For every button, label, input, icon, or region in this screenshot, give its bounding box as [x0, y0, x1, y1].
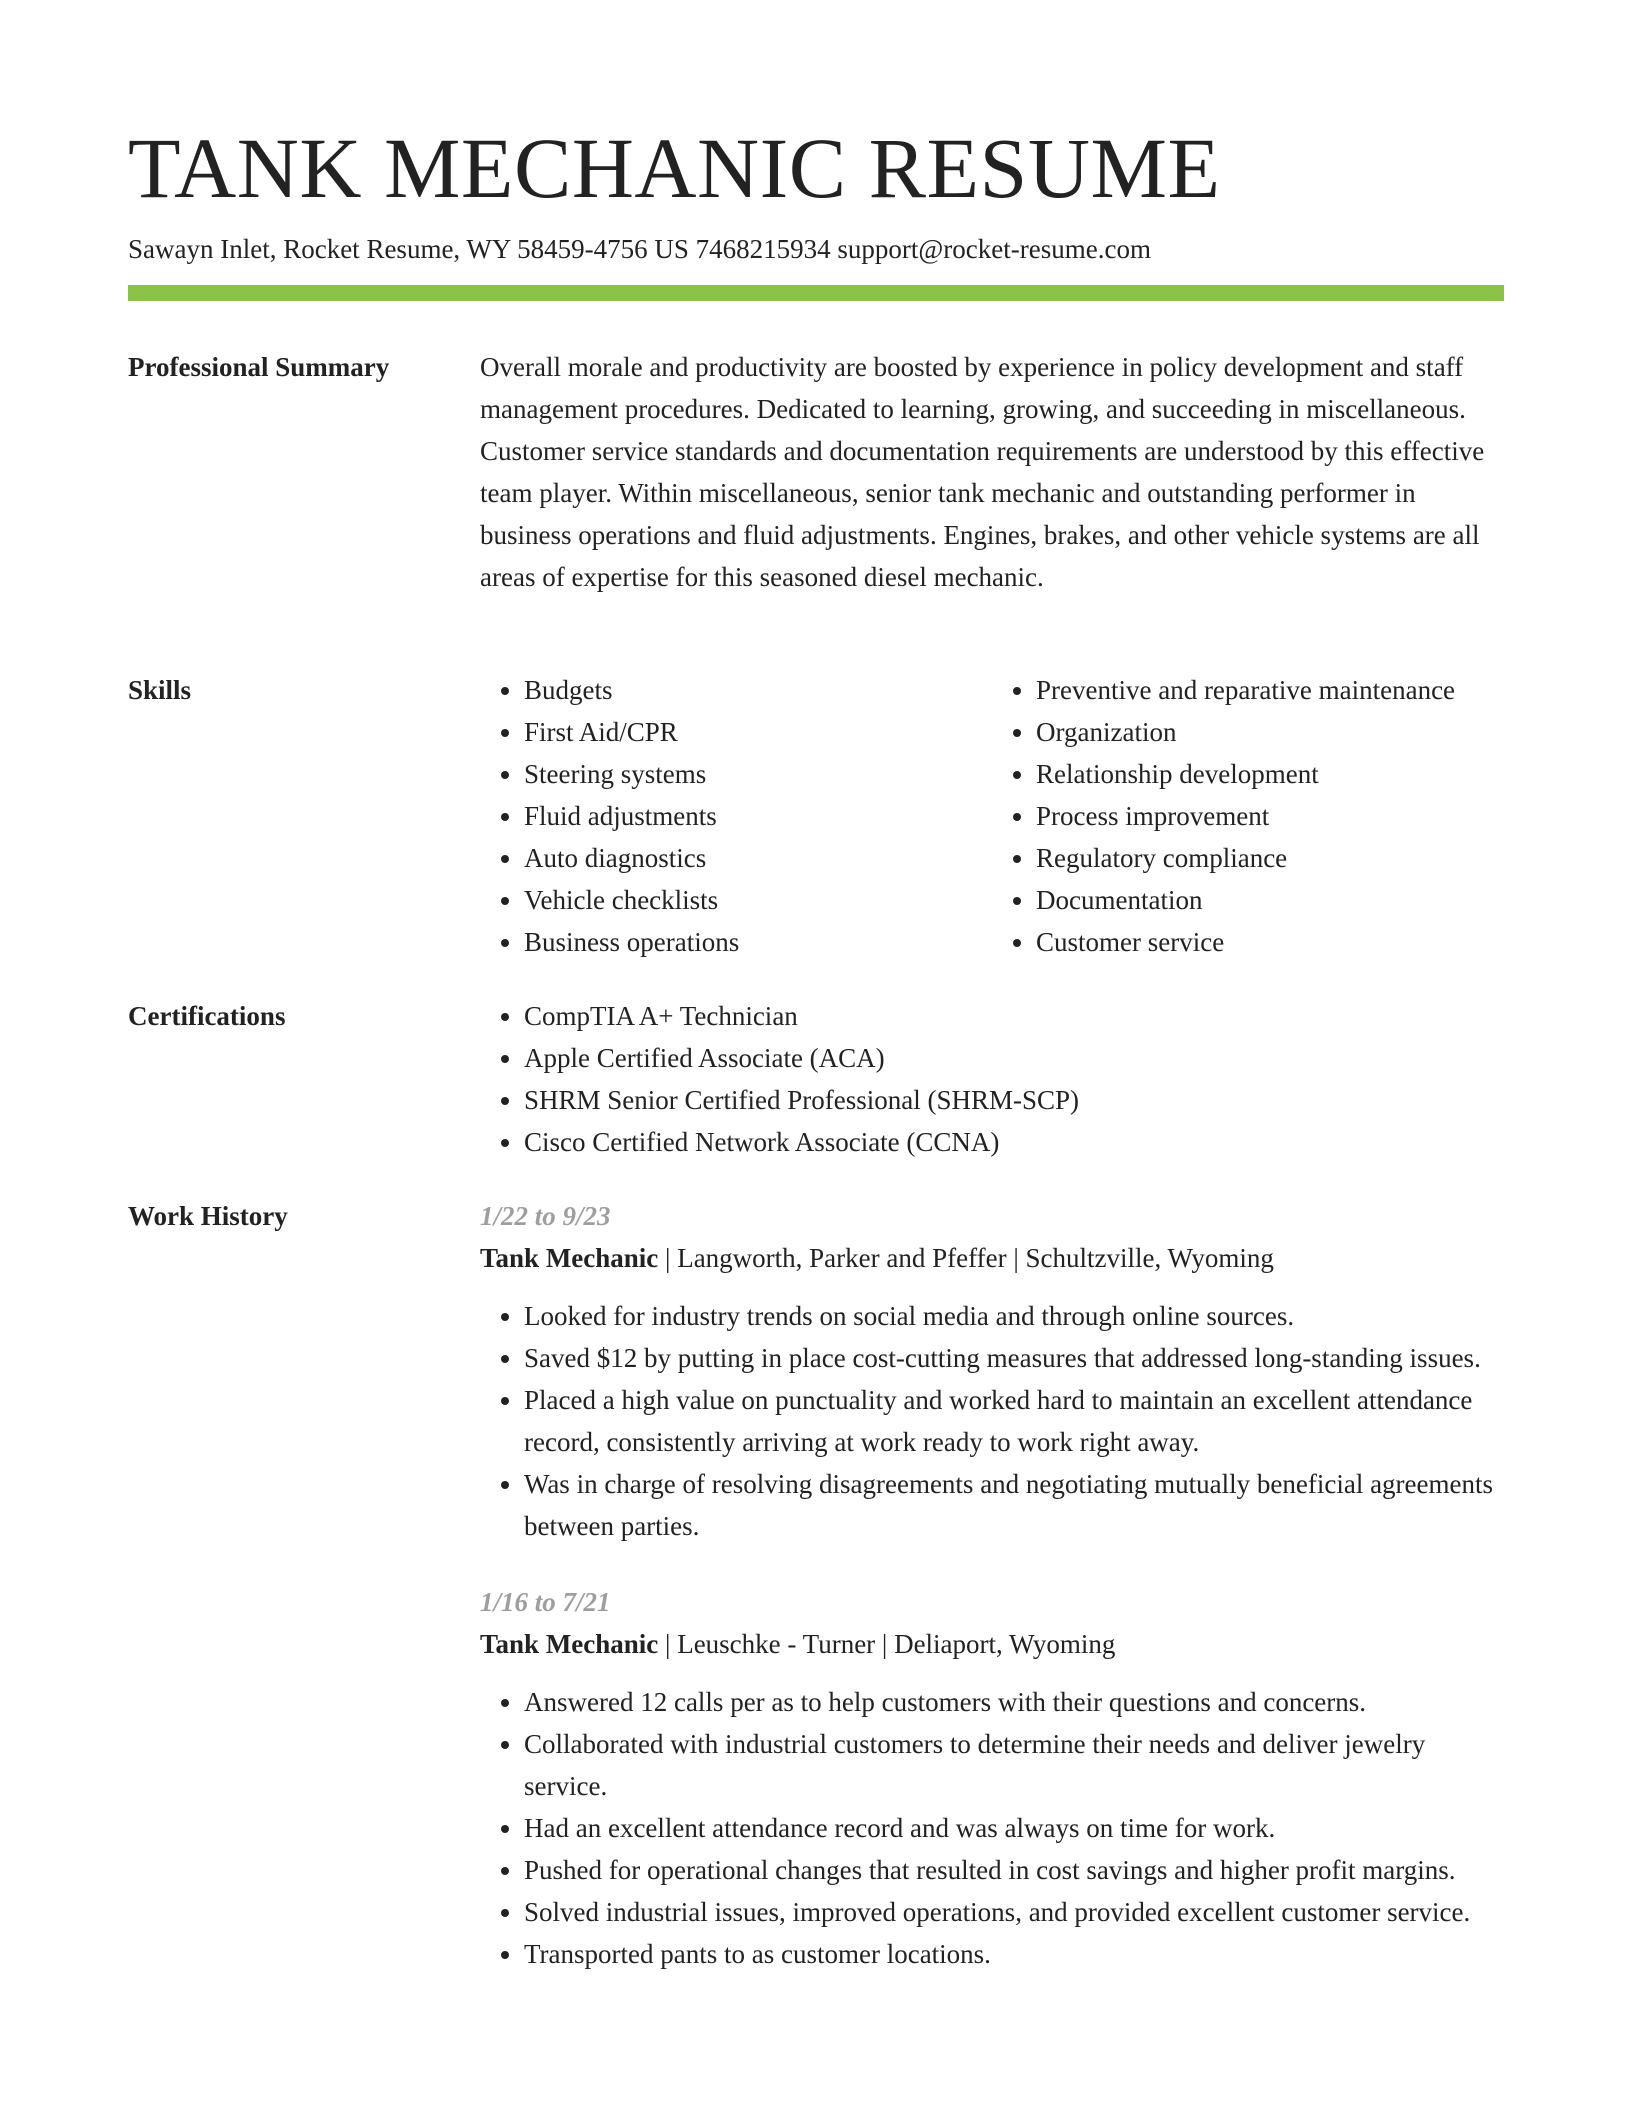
job-bullets: [480, 1681, 1504, 1975]
skills-list-right: [992, 669, 1504, 963]
skill-item: • Documentation: [1036, 879, 1504, 921]
certifications-list: [480, 995, 1504, 1163]
job-bullets: [480, 1295, 1504, 1547]
job-bullet: • Was in charge of resolving disagreements and negotiating mutually beneficial agreements between parties.: [524, 1463, 1504, 1547]
job-bullet: • Collaborated with industrial customers to determine their needs and deliver jewelry service.: [524, 1723, 1504, 1807]
contact-info: Sawayn Inlet, Rocket Resume, WY 58459-4756 US 7468215934 support@rocket-resume.com: [128, 234, 1151, 264]
job-bullet: • Had an excellent attendance record and was always on time for work.: [524, 1807, 1504, 1849]
job-bullet: • Transported pants to as customer locations.: [524, 1933, 1504, 1975]
accent-divider: [128, 285, 1504, 301]
skill-item: • Fluid adjustments: [524, 795, 992, 837]
skills-label: Skills: [128, 675, 192, 705]
job-bullet: • Solved industrial issues, improved operations, and provided excellent customer service.: [524, 1891, 1504, 1933]
summary-text: Overall morale and productivity are boosted by experience in policy development and staff management procedures. Dedicated to learning, growing, and succeeding in miscellaneous. Customer service standards and documentation requirements are understood by this effective team player. Within miscellaneous, senior tank mechanic and outstanding performer in business operations and fluid adjustments. Engines, brakes, and other vehicle systems are all areas of expertise for this seasoned diesel mechanic.: [480, 352, 1485, 592]
skill-item: • Steering systems: [524, 753, 992, 795]
skill-item: • Budgets: [524, 669, 992, 711]
certification-item: • CompTIA A+ Technician: [524, 995, 1504, 1037]
skill-item: • Relationship development: [1036, 753, 1504, 795]
job-bullet: • Looked for industry trends on social media and through online sources.: [524, 1295, 1504, 1337]
summary-label: Professional Summary: [128, 352, 390, 382]
job-role: Tank Mechanic: [480, 1629, 659, 1659]
job-title-line: [480, 1623, 1504, 1665]
skill-item: • Customer service: [1036, 921, 1504, 963]
resume-title: TANK MECHANIC RESUME: [128, 120, 1221, 216]
skill-item: • Auto diagnostics: [524, 837, 992, 879]
skill-item: • First Aid/CPR: [524, 711, 992, 753]
skill-item: • Regulatory compliance: [1036, 837, 1504, 879]
certifications-label: Certifications: [128, 1001, 286, 1031]
skill-item: • Organization: [1036, 711, 1504, 753]
job-bullet: • Placed a high value on punctuality and worked hard to maintain an excellent attendance record, consistently arriving at work ready to work right away.: [524, 1379, 1504, 1463]
job-dates: 1/16 to 7/21: [480, 1587, 611, 1617]
job-bullet: • Saved $12 by putting in place cost-cutting measures that addressed long-standing issues.: [524, 1337, 1504, 1379]
skill-item: • Business operations: [524, 921, 992, 963]
job-employer-location: | Leuschke - Turner | Deliaport, Wyoming: [658, 1629, 1116, 1659]
skills-list-left: [480, 669, 992, 963]
certification-item: • Apple Certified Associate (ACA): [524, 1037, 1504, 1079]
skill-item: • Preventive and reparative maintenance: [1036, 669, 1504, 711]
job-bullet: • Answered 12 calls per as to help customers with their questions and concerns.: [524, 1681, 1504, 1723]
job-entry: [480, 1581, 1504, 1975]
job-bullet: • Pushed for operational changes that resulted in cost savings and higher profit margins.: [524, 1849, 1504, 1891]
skill-item: • Process improvement: [1036, 795, 1504, 837]
job-title-line: [480, 1237, 1504, 1279]
certification-item: • SHRM Senior Certified Professional (SHRM-SCP): [524, 1079, 1504, 1121]
work-history-label: Work History: [128, 1201, 288, 1231]
job-dates: 1/22 to 9/23: [480, 1201, 611, 1231]
skill-item: • Vehicle checklists: [524, 879, 992, 921]
job-role: Tank Mechanic: [480, 1243, 659, 1273]
job-employer-location: | Langworth, Parker and Pfeffer | Schultzville, Wyoming: [658, 1243, 1274, 1273]
job-entry: [480, 1195, 1504, 1547]
certification-item: • Cisco Certified Network Associate (CCNA): [524, 1121, 1504, 1163]
